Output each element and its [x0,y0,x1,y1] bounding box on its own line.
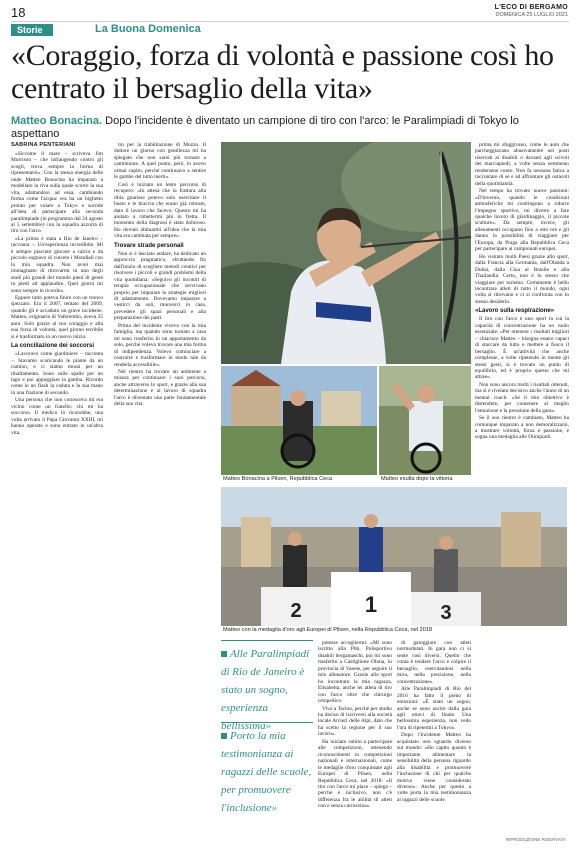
paragraph: Non si è lasciato andare, ha dedicato un approccio pragmatico, sfruttando fin dall'inizio di scegliere metodi creativi per risolvere i piccoli e grandi problemi della vita quotidiana: «Seguivo gli incontri di terapia occupazionale che servivano proprio per imparare le strategie migliori di adattamento. Dovevamo imparare a vestirci da soli, muoverci in casa, prevedere gli spazi personali e alla preparazione dei pasti. [114,250,206,322]
quote-marker-icon [221,733,227,739]
pull-quote-1 [221,640,313,734]
column-right [475,142,569,832]
masthead [495,4,568,18]
paragraph: di gareggiare con atleti normodotati. In gara non ci si sente così diversi. Quello che conta è tendere l'arco e colpire il bersaglio, esercitandosi nella mira, nella precisione, nella concentrazione». [397,640,471,685]
paragraph: Non sono ancora molti i risultati ottenuti, ma si è rivelato decisivo anche l'aiuto di un mental coach: «Se il mio obiettivo è distendere, per contenere al meglio l'emozione e la pressione della gara». [475,381,569,414]
column-1 [11,142,103,837]
paragraph: tro per la riabilitazione di Mozzo. Il dottore un giorno con gentilezza mi ha spiegato che non sarei più tornato a camminare. A quel punto, però, lo avevo ormai capito, perché continuavo a sentire le gambe del tutto inerti». [114,142,206,181]
paragraph: Dopo l'incidente Matteo ha acquistato uno sguardo diverso sul mondo: «Ho capito quanto è importante alimentare la sensibilità della persona riguardo alla disabilità e promuovere l'inclusione di chi per qualche motivo viene considerato diverso». Anche per questo a volte porta la mia testimonianza ai ragazzi delle scuole. [397,732,471,803]
quote-marker-icon [221,651,227,657]
byline: SABRINA PENTERIANI [11,142,76,148]
podium-sign-2: 2 [290,600,302,622]
column-lower-2 [397,640,471,840]
headline: «Coraggio, forza di volontà e passione così ho centrato il bersaglio della vita» [11,39,554,105]
caption-podium: Matteo con la medaglia d'oro agli Europei di Pilsen, nella Repubblica Ceca, nel 2018 [223,627,433,633]
pilsen-photo [221,366,377,475]
paragraph: Così è iniziato un lento percorso di recupero: «In attesa che la frattura alla tibia guarisse potevo solo esercitare il busto e le braccia che erano già robuste, dato il lavoro che facevo. Questo mi ha aiutato a rimettermi più in fretta. Il momento della diagnosi è stato doloroso. Ho dovuto abituarmi all'idea che la mia vita era cambiata per sempre». [114,181,206,240]
newspaper-name: L'ECO DI BERGAMO [494,4,568,11]
paragraph: Eppure tutto poteva finire con un tronco spezzato. Era il 2007, tentato del 2009, quando gli è accaduto un grave incidente. Matteo, originario di Valbrembo, aveva 25 anni. Solo grazie al suo coraggio e alla sua forza di volontà, quel giorno terribile si è trasformato in un nuovo inizio. [11,294,103,340]
celebration-photo [379,366,471,475]
paragraph: Una persona che non conosceva mi era vicino come un fratello: chi mi ha soccorso. Il medico lo riconobbe, una volta arrivato il Papa Giovanni XXIII, mi hanno operato e sono entrato in un'altra vita. [11,397,103,436]
column-2 [114,142,206,837]
subject-name: Matteo Bonacina. [11,115,103,127]
section-band [11,21,569,35]
paragraph: prima mi sfuggivano, come le auto che parcheggiavano abusivamente nei posti riservati ai disabili o davanti agli scivoli dei marciapiedi, a volte senza nemmeno rendersene conto. Non fa nessuna fatica a raccontare di sé e ad affrontare gli ostacoli della quotidianità. [475,142,569,187]
column-lower-1 [318,640,392,840]
paragraph: potesse accogliermi: «Mi sono iscritto alla Phb, Polisportivo disabili bergamaschi, poi mi sono trasferito a Castiglione Olona, in provincia di Varese, per seguire il mio allenatore. Grazie allo sport ho incontrato la mia ragazza, Elisabetta, anche lei atleta di tiro con l'arco oltre che chirurgo ortopedico. [318,640,392,705]
section-title: La Buona Domenica [95,23,201,35]
paragraph: «Siccome il mare – scriveva Jim Morrison – che infrangendo contro gli scogli, trova sempre la forma di ripresentarsi». Con la stessa energia delle onde Matteo Bonacina ha imparato a modellare la riva sulla quale scorre la sua vita, adattandosi ad essa, cambiando forma come l'acqua: era ha un biglietto pronto per volare a Tokyo e sorride all'idea di partecipare alla seconda paralimpiade (in programma dal 24 agosto al 5 settembre) con la squadra azzurra di tiro con l'arco. [11,151,103,235]
paragraph: «La prima è stata a Rio de Janeiro – racconta –. Un'esperienza incredibile. Mi è sempre piaciuto giocare a calcio e da piccolo sognavo di vincere i Mondiali con la mia squadra. Non avrei mai immaginato di ritrovarmi in uno degli stadi più grandi del mondo pieni di gente in piedi ad applaudire. Quei giorni mi sono sempre in ricordo». [11,235,103,294]
subheading: Trovare strade personali [114,242,184,249]
kicker-label: Storie [11,24,53,36]
paragraph: Il tiro con l'arco è uno sport in cui la capacità di concentrazione ha un ruolo essenziale: «Per ottenere i risultati migliori – chiarisce Matteo – bisogna essere capaci di staccare da tutto e mettere a fuoco il bersaglio. È un'attività che anche complesse, a volte ripetendo in mente gli stessi gesti, si è trovato un punto di equilibrio, ed è proprio questo che mi attrae». [475,316,569,381]
subheading: La conciliazione dei soccorsi [11,343,95,350]
celebration-illustration [379,366,471,475]
archer-photo [221,142,471,364]
paragraph: «Lavoravo come giardiniere – racconta –. Stavamo scaricando le piante da un camion, e ci siamo mossi per un ribaltamento. Sono sulle spalle per un lago e poi appoggiare la gamba. Ricordo come in un flash la caduta e la sua mano in una frazione di secondo. [11,351,103,396]
quote-text: Alle Paralimpiadi di Rio de Janeiro è stato un sogno, esperienza bellissima» [221,648,310,732]
paragraph: Ho visitato molti Paesi grazie allo sport, dalla Francia alla Germania, dall'Olanda a Dubai, dalla Cina al Brasile e alla Thailandia. Certo, non è lo stesso che viaggiare per turismo. Certamente è bello incontrare atleti di tutto il mondo, ogni volta si ritrovano e ci si confronta con lo stesso desiderio. [475,253,569,305]
issue-date: DOMENICA 25 LUGLIO 2021 [495,12,568,18]
pull-quote-2 [221,722,313,816]
paragraph: Nel tempo ha trovato nuove passioni: «D'inverno, quando le condizioni atmosferiche mi costringono a ridurre l'impegno sportivo, mi diverto a fare qualche lavoro di giardinaggio, il piccole sculture». Da sempre, invece, gli allenamenti occupano fino a otto ore e gli danno la possibilità di viaggiare per l'Europa, da Praga alla Repubblica Ceca per partecipare ai campionati europei. [475,188,569,253]
pilsen-illustration [221,366,377,475]
archer-illustration [221,142,471,364]
subhead-text: Dopo l'incidente è diventato un campione di tiro con l'arco: le Paralimpiadi di Tokyo lo aspettano [11,115,519,140]
subheading: «Lavoro sulla respirazione» [475,308,555,315]
paragraph: Nel rientro ha trovato un ambiente a misura per continuare i suoi percorsi, anche attraverso lo sport, e grazie alla sua determinazione e al lavoro di squadra l'arco è diventato una parte fondamentale della sua vita. [114,368,206,408]
podium-sign-1: 1 [364,592,378,617]
caption-pilsen: Matteo Bonacina a Pilsen, Repubblica Ceca [223,476,333,482]
caption-celebration: Matteo esulta dopo la vittoria [381,476,453,482]
paragraph: Prima del incidente vivevo con la mia famiglia, ma quando sono tornato a casa mi sono trasferito in un appartamento da solo, perché volevo trovare una mia forma di indipendenza. Volevo cominciare a costruire e trasformare in modo tale da renderla accessibile». [114,322,206,368]
quote-text: Porto la mia testimonianza ai ragazzi delle scuole, per promuovere l'inclusione» [221,730,312,814]
page-number: 18 [11,5,26,20]
subheadline [11,115,569,141]
paragraph: Ha iniziato subito a partecipare alle competizioni, ottenendo riconoscimenti in competizioni nazionali e internazionali, come le medaglie d'oro conquistate agli Europei di Pilsen, nella Repubblica Ceca, nel 2018: «Il tiro con l'arco mi piace – spiega – perché è inclusivo, non c'è differenza fra le abilità di atleti con e senza carrozzina». [318,738,392,810]
copyright-note: RIPRODUZIONE RISERVATA [505,837,566,842]
paragraph: Vivo a Torino, perché per studio ha deciso di iscriversi alla società locale Arcieri delle Alpi, dato che ha scelto la regione per il suo lavoro». [318,705,392,738]
paragraph: Se il suo rientro è cambiato, Matteo ha comunque imparato a non demoralizzarsi, a mostrare volontà, forza e passione, e sogna una medaglia alle Olimpiadi. [475,415,569,441]
paragraph: Alle Paralimpiadi di Rio del 2016 ha fatto il pieno di emozioni: «È stato un sogno, anche se sono uscito dalla gara agli ottavi di finale. Una bellissima esperienza, non vedo l'ora di ripetermi a Tokyo». [397,686,471,731]
podium-sign-3: 3 [440,602,452,624]
